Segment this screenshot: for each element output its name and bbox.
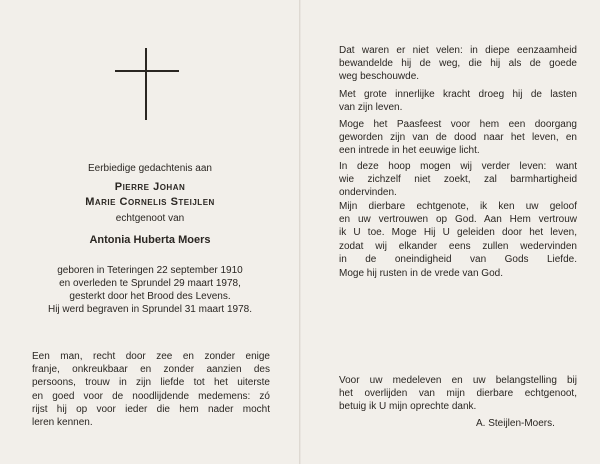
thanks-paragraph bbox=[339, 374, 577, 414]
text-line: in de oneindigheid van Gods Liefde. bbox=[339, 253, 577, 265]
life-line: gesterkt door het Brood des Levens. bbox=[69, 291, 231, 302]
text-line: Moge het Paasfeest voor hem een doorgang bbox=[339, 119, 577, 130]
right-paragraph bbox=[339, 200, 577, 266]
right-paragraph bbox=[339, 44, 577, 84]
signature: A. Steijlen-Moers. bbox=[476, 418, 555, 429]
tribute-line: en goed voor de noodlijdende medemens: zó bbox=[32, 390, 270, 402]
tribute-line: franje, onkreukbaar en zonder aanzien des bbox=[32, 364, 270, 376]
cross-icon bbox=[115, 48, 179, 120]
text-line: wie zichzelf niet zoekt, zal barmhartigheid bbox=[339, 174, 577, 186]
text-line: zodat wij elkander eens zullen wedervinden bbox=[339, 240, 577, 252]
right-paragraph bbox=[339, 118, 577, 158]
spouse-name: Antonia Huberta Moers bbox=[89, 234, 211, 246]
text-line: en uw vertrouwen op God. Aan Hem vertrouw bbox=[339, 214, 577, 226]
text-line: geworden zijn van de dood naar het leven, en bbox=[339, 132, 577, 144]
life-details bbox=[40, 264, 260, 316]
deceased-name-line2: Marie Cornelis Steijlen bbox=[85, 196, 215, 208]
text-line: Met grote innerlijke kracht droeg hij de lasten bbox=[339, 89, 577, 100]
tribute-line: rijst hij op voor ieder die hem nader mocht bbox=[32, 403, 270, 415]
right-paragraph bbox=[339, 160, 577, 200]
right-paragraph bbox=[339, 267, 577, 280]
text-line: ik U toe. Moge Hij U geleiden door het leven, bbox=[339, 227, 577, 239]
text-line: Mijn dierbare echtgenote, ik ken uw geloof bbox=[339, 201, 577, 212]
life-line: en overleden te Sprundel 29 maart 1978, bbox=[59, 278, 241, 289]
tribute-line: leren kennen. bbox=[32, 417, 93, 429]
text-line: ondervinden. bbox=[339, 187, 397, 199]
thanks-line: betuig ik U mijn oprechte dank. bbox=[339, 401, 477, 413]
text-line: een intrede in het eeuwige licht. bbox=[339, 145, 480, 157]
life-line: Hij werd begraven in Sprundel 31 maart 1978. bbox=[47, 304, 252, 315]
relation-text: echtgenoot van bbox=[115, 213, 185, 224]
text-line: van zijn leven. bbox=[339, 102, 403, 114]
tribute-paragraph bbox=[32, 350, 270, 429]
deceased-name-line1: Pierre Johan bbox=[114, 181, 186, 193]
text-line: Dat waren er niet velen: in diepe eenzaamheid bbox=[339, 45, 577, 56]
text-line: Moge hij rusten in de vrede van God. bbox=[339, 268, 503, 279]
thanks-line: het overlijden van mijn dierbare echtgenoot, bbox=[339, 388, 577, 400]
text-line: weg beschouwde. bbox=[339, 71, 420, 83]
right-paragraph bbox=[339, 88, 577, 114]
right-panel bbox=[301, 0, 600, 464]
tribute-line: Een man, recht door zee en zonder enige bbox=[32, 351, 270, 362]
intro-text: Eerbiedige gedachtenis aan bbox=[88, 163, 212, 174]
tribute-line: persoons, trouw in zijn liefde tot het uiterste bbox=[32, 377, 270, 389]
left-panel bbox=[0, 0, 299, 464]
life-line: geboren in Teteringen 22 september 1910 bbox=[57, 265, 243, 276]
text-line: In deze hoop mogen wij verder leven: want bbox=[339, 161, 577, 172]
thanks-line: Voor uw medeleven en uw belangstelling bij bbox=[339, 375, 577, 386]
text-line: bewandelde hij de weg, die hij als de goede bbox=[339, 58, 577, 70]
